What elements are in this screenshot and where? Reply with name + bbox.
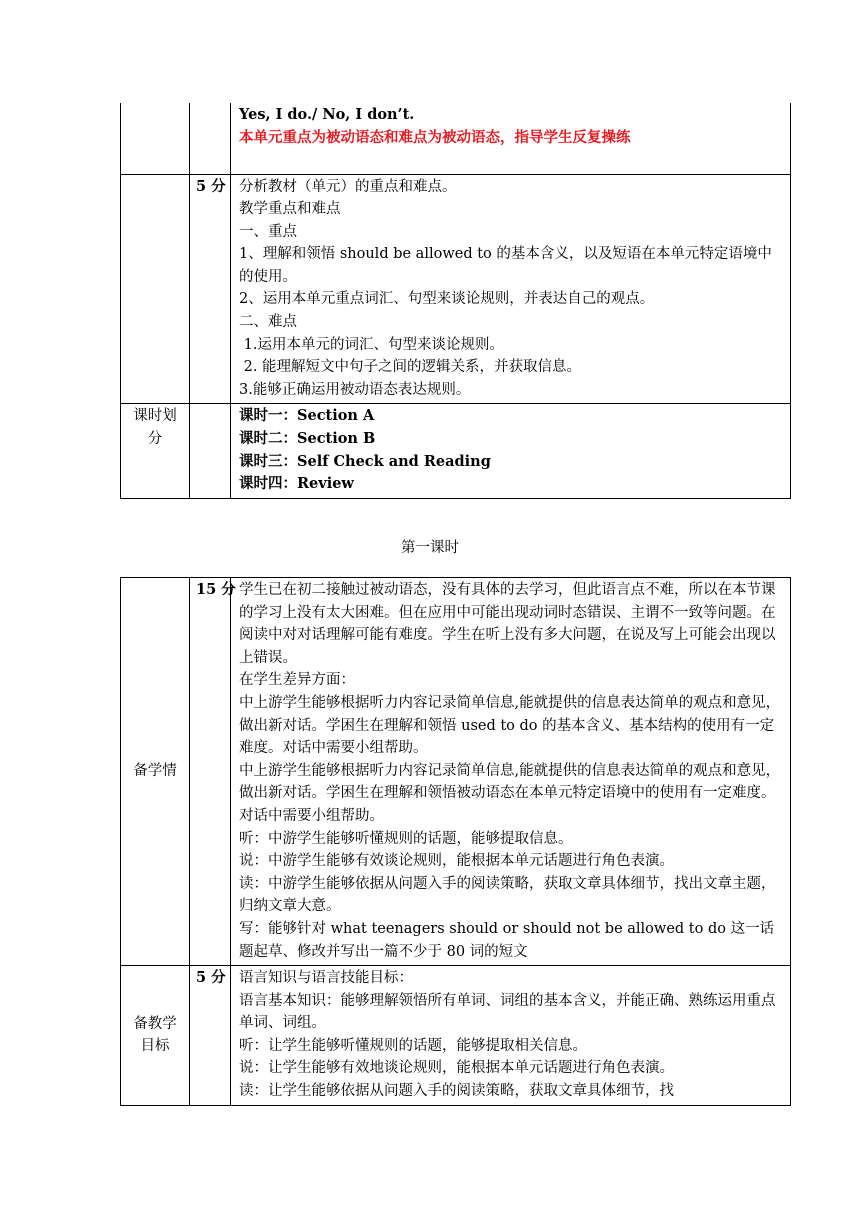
time-cell: 5 分	[190, 174, 231, 404]
text-line: 1.运用本单元的词汇、句型来谈论规则。	[239, 336, 504, 353]
text-line: 读：中游学生能够依据从问题入手的阅读策略，获取文章具体细节，找出文章主题，归纳文章大意。	[239, 875, 776, 915]
table-row	[121, 103, 791, 174]
text-line: 2. 能理解短文中句子之间的逻辑关系，并获取信息。	[239, 359, 582, 376]
text-line: 分析教材（单元）的重点和难点。	[239, 178, 457, 195]
text-line: 3.能够正确运用被动语态表达规则。	[239, 381, 471, 398]
text-line: 听：中游学生能够听懂规则的话题，能够提取信息。	[239, 830, 573, 847]
label-cell	[121, 174, 190, 404]
content-cell	[231, 578, 791, 966]
text-line: 教学重点和难点	[239, 201, 341, 218]
time-cell: 15 分	[190, 578, 231, 966]
dialogue-answer: Yes, I do./ No, I don’t.	[239, 106, 415, 123]
row-label: 课时划	[133, 408, 177, 425]
content-cell	[231, 103, 791, 174]
row-label: 目标	[140, 1038, 170, 1055]
text-line: 语言基本知识：能够理解领悟所有单词、词组的基本含义，并能正确、熟练运用重点单词、词组。	[239, 992, 776, 1032]
text-line: 2、运用本单元重点词汇、句型来谈论规则，并表达自己的观点。	[239, 291, 655, 308]
row-label: 分	[147, 431, 163, 448]
content-cell	[231, 174, 791, 404]
lesson-item: 课时四：Review	[239, 475, 354, 493]
text-line: 中上游学生能够根据听力内容记录简单信息,能就提供的信息表达简单的观点和意见，做出新对话。学困生在理解和领悟被动语态在本单元特定语境中的使用有一定难度。对话中需要小组帮助。	[239, 762, 781, 824]
text-line: 写：能够针对 what teenagers should or should not be allowed to do 这一话题起草、修改并写出一篇不少于 80 词的短文	[239, 920, 775, 960]
section-title: 第一课时	[401, 540, 459, 556]
text-line: 语言知识与语言技能目标：	[239, 970, 413, 987]
label-cell	[121, 103, 190, 174]
table-row	[121, 578, 791, 966]
time-cell	[190, 103, 231, 174]
lesson-plan-table	[120, 577, 791, 1106]
text-line: 说：让学生能够有效地谈论规则，能根据本单元话题进行角色表演。	[239, 1060, 674, 1077]
time-cell: 5 分	[190, 966, 231, 1106]
content-cell	[231, 404, 791, 498]
row-label: 备教学	[133, 1015, 177, 1032]
table-row	[121, 966, 791, 1106]
text-line: 听：让学生能够听懂规则的话题，能够提取相关信息。	[239, 1037, 587, 1054]
content-cell	[231, 966, 791, 1106]
lesson-item: 课时一：Section A	[239, 407, 375, 425]
label-cell: 备学情	[121, 578, 190, 966]
text-line: 二、难点	[239, 314, 297, 331]
text-line: 说：中游学生能够有效谈论规则，能根据本单元话题进行角色表演。	[239, 853, 674, 870]
table-row	[121, 404, 791, 498]
unit-plan-table	[120, 103, 791, 499]
text-line: 在学生差异方面：	[239, 672, 355, 689]
label-cell	[121, 966, 190, 1106]
time-cell	[190, 404, 231, 498]
table-row	[121, 174, 791, 404]
text-line: 1、理解和领悟 should be allowed to 的基本含义，以及短语在本单元特定语境中的使用。	[239, 246, 772, 285]
label-cell	[121, 404, 190, 498]
text-line: 中上游学生能够根据听力内容记录简单信息,能就提供的信息表达简单的观点和意见，做出新对话。学困生在理解和领悟 used to do 的基本含义、基本结构的使用有一定难度。对话中需要小组帮助。	[239, 694, 781, 757]
text-line: 读：让学生能够依据从问题入手的阅读策略，获取文章具体细节，找	[239, 1083, 674, 1100]
text-line: 一、重点	[239, 223, 297, 240]
lesson-item: 课时三：Self Check and Reading	[239, 452, 491, 470]
text-line: 学生已在初二接触过被动语态，没有具体的去学习，但此语言点不难，所以在本节课的学习上没有太大困难。但在应用中可能出现动词时态错误、主谓不一致等问题。在阅读中对对话理解可能有难度。学生在听上没有多大问题，在说及写上可能会出现以上错误。	[239, 582, 776, 666]
lesson-item: 课时二：Section B	[239, 430, 376, 448]
key-point-note: 本单元重点为被动语态和难点为被动语态，指导学生反复操练	[239, 128, 631, 146]
